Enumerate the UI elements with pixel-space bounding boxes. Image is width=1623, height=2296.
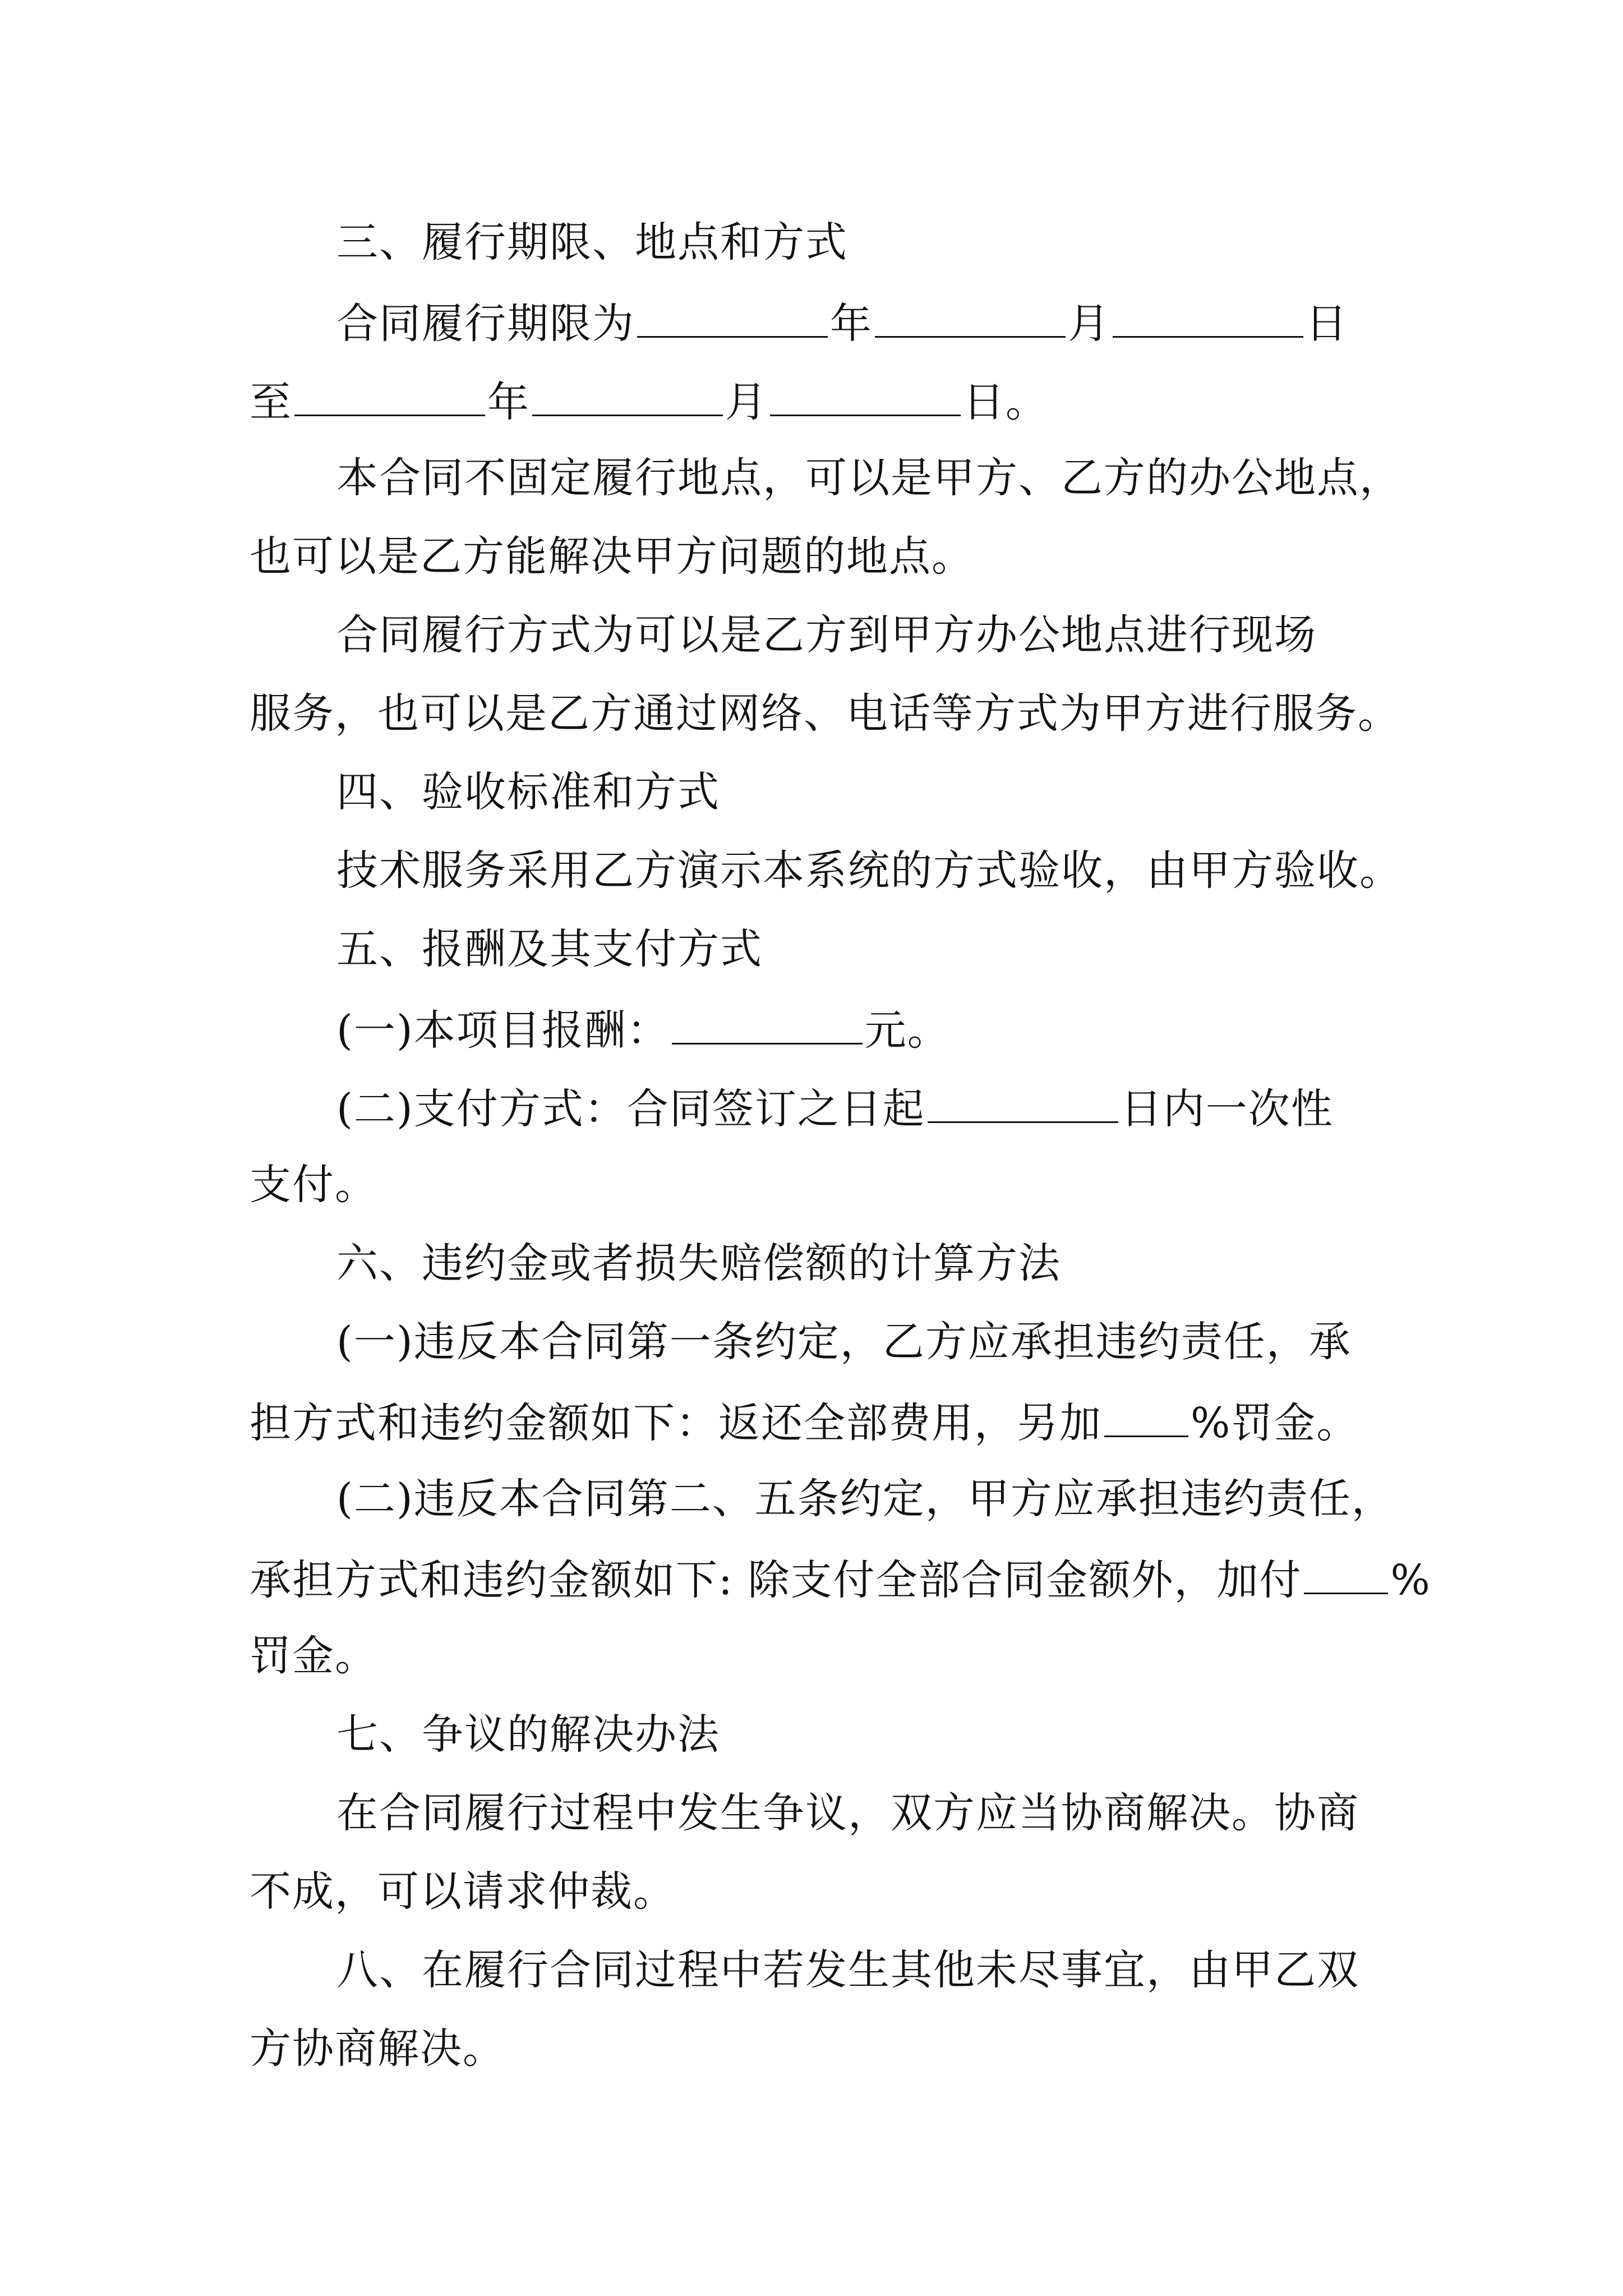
penalty-1-percent-blank[interactable] xyxy=(1104,1400,1188,1437)
term-lead: 合同履行期限为 xyxy=(336,300,635,348)
end-day-blank[interactable] xyxy=(770,379,961,416)
start-month-blank[interactable] xyxy=(875,300,1066,338)
section-7-heading: 七、争议的解决办法 xyxy=(336,1710,720,1759)
dispute-line-2: 不成，可以请求仲裁。 xyxy=(250,1867,676,1916)
manner-line-1: 合同履行方式为可以是乙方到甲方办公地点进行现场 xyxy=(336,611,1317,659)
payment-days-blank[interactable] xyxy=(928,1085,1118,1123)
end-year-blank[interactable] xyxy=(294,379,485,416)
day-end-label: 日。 xyxy=(963,378,1048,426)
term-line-1 xyxy=(336,300,1348,348)
penalty-2-line-1: (二)违反本合同第二、五条约定，甲方应承担违约责任， xyxy=(336,1475,1394,1523)
penalty-2-percent-blank[interactable] xyxy=(1304,1557,1388,1594)
payment-lead: (二)支付方式：合同签订之日起 xyxy=(336,1085,925,1133)
penalty-1-lead: 担方式和违约金额如下：返还全部费用，另加 xyxy=(250,1399,1102,1447)
fee-lead: (一)本项目报酬： xyxy=(336,1006,670,1055)
penalty-1-line-2 xyxy=(250,1399,1359,1447)
penalty-2-tail: % xyxy=(1390,1556,1431,1604)
year-label-end: 年 xyxy=(487,378,530,426)
fee-tail: 元。 xyxy=(864,1006,950,1055)
section-4-heading: 四、验收标准和方式 xyxy=(336,768,720,816)
place-line-1: 本合同不固定履行地点，可以是甲方、乙方的办公地点， xyxy=(336,454,1402,502)
year-label: 年 xyxy=(830,300,873,348)
start-day-blank[interactable] xyxy=(1113,300,1303,338)
day-label: 日 xyxy=(1306,300,1348,348)
penalty-2-line-3: 罚金。 xyxy=(250,1632,377,1680)
dispute-line-1: 在合同履行过程中发生争议，双方应当协商解决。协商 xyxy=(336,1789,1359,1837)
section-4-text: 技术服务采用乙方演示本系统的方式验收，由甲方验收。 xyxy=(336,846,1402,895)
month-label: 月 xyxy=(1068,300,1110,348)
to-label: 至 xyxy=(250,378,292,426)
fee-amount-blank[interactable] xyxy=(672,1007,863,1045)
payment-line-2: 支付。 xyxy=(250,1161,377,1209)
section-6-heading: 六、违约金或者损失赔偿额的计算方法 xyxy=(336,1239,1061,1287)
manner-line-2: 服务，也可以是乙方通过网络、电话等方式为甲方进行服务。 xyxy=(250,689,1400,738)
place-line-2: 也可以是乙方能解决甲方问题的地点。 xyxy=(250,532,974,581)
penalty-1-line-1: (一)违反本合同第一条约定，乙方应承担违约责任，承 xyxy=(336,1318,1352,1366)
section-3-heading: 三、履行期限、地点和方式 xyxy=(336,218,848,266)
penalty-2-line-2 xyxy=(250,1556,1431,1604)
term-line-2 xyxy=(250,378,1048,426)
end-month-blank[interactable] xyxy=(532,379,723,416)
penalty-1-tail: %罚金。 xyxy=(1191,1399,1359,1447)
month-label-end: 月 xyxy=(725,378,768,426)
fee-line xyxy=(336,1006,950,1055)
section-5-heading: 五、报酬及其支付方式 xyxy=(336,925,763,973)
section-8-line-1: 八、在履行合同过程中若发生其他未尽事宜，由甲乙双 xyxy=(336,1946,1359,1994)
start-year-blank[interactable] xyxy=(637,300,828,338)
section-8-line-2: 方协商解决。 xyxy=(250,2024,505,2073)
payment-line-1 xyxy=(336,1085,1334,1133)
payment-tail: 日内一次性 xyxy=(1120,1085,1334,1133)
penalty-2-lead: 承担方式和违约金额如下: 除支付全部合同金额外，加付 xyxy=(250,1556,1302,1604)
